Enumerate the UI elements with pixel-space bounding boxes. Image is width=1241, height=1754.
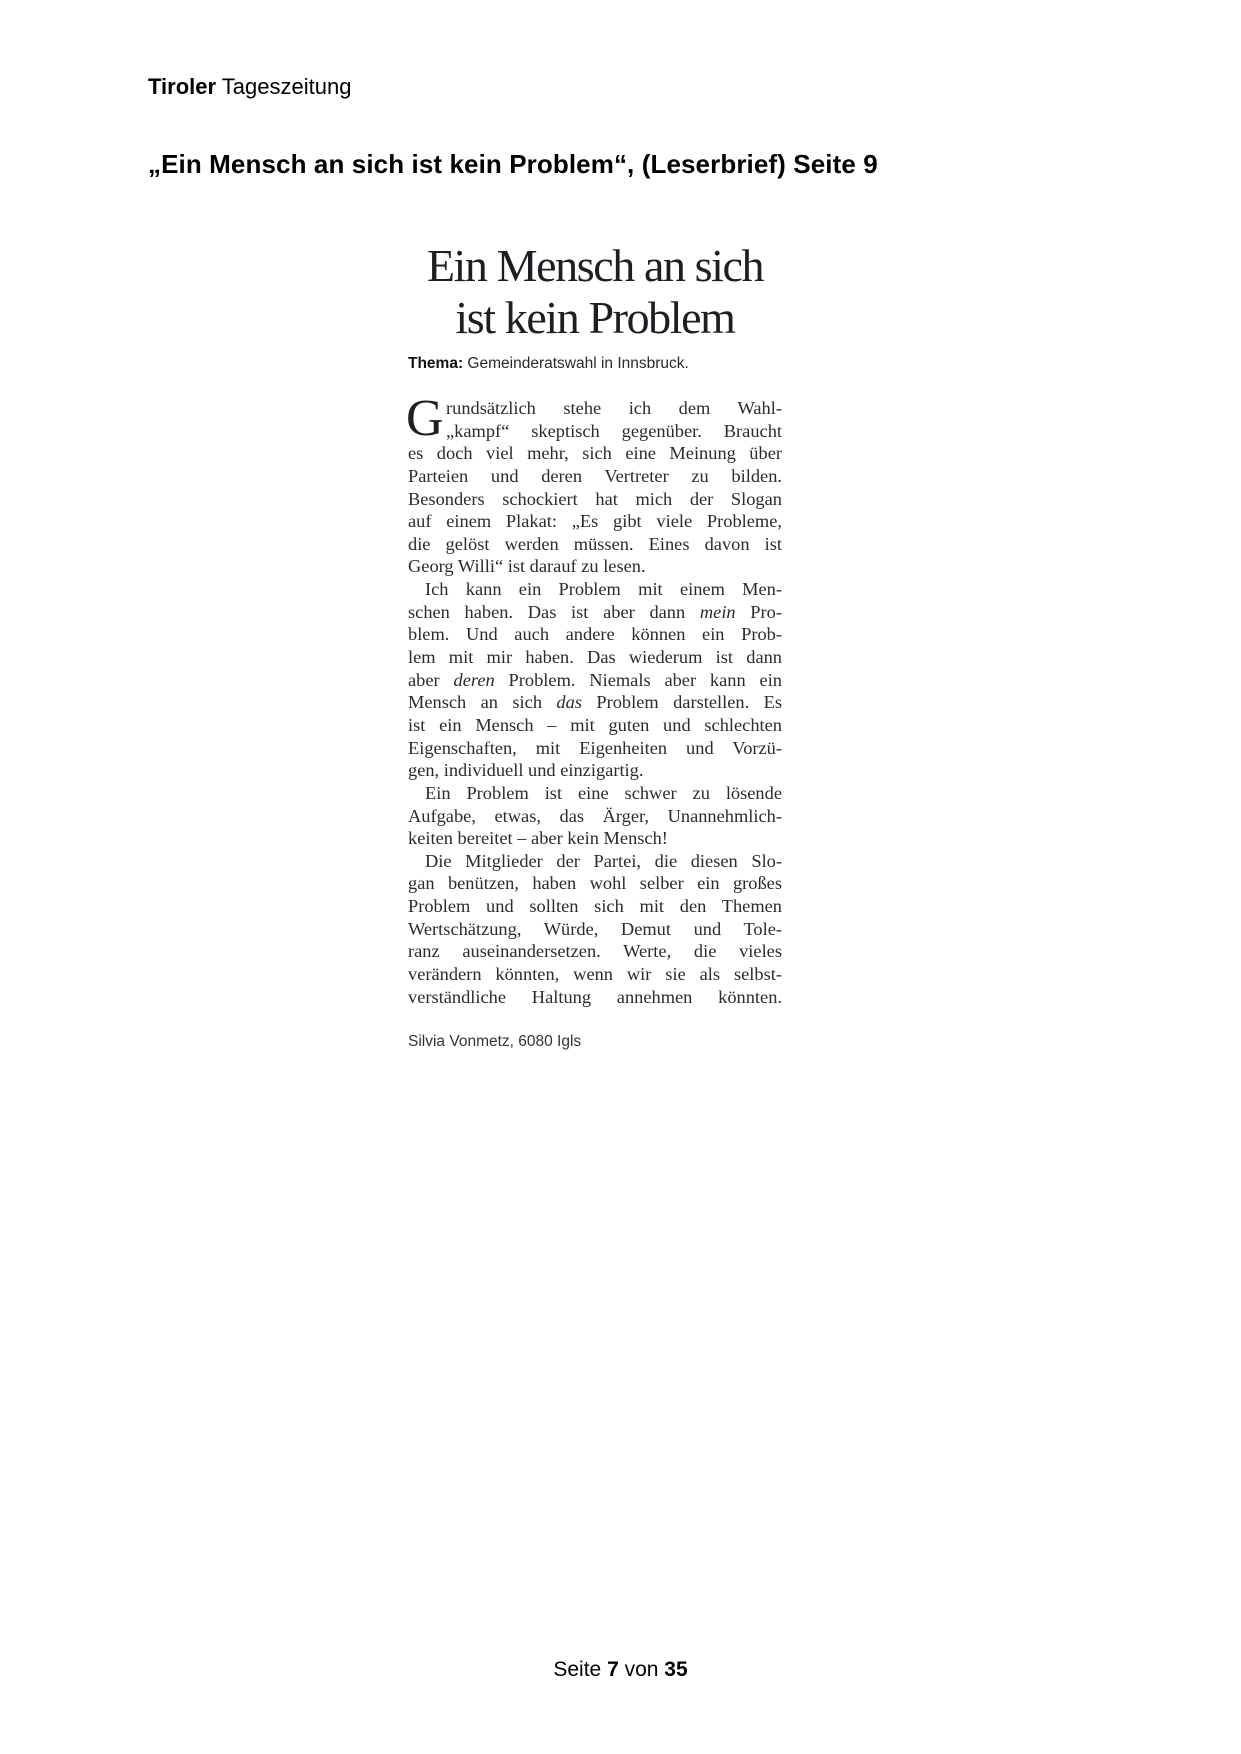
article-title [408, 240, 782, 344]
paragraph-2 [408, 578, 782, 782]
body-line: keiten bereitet – aber kein Mensch! [408, 828, 668, 849]
paragraph-3 [408, 782, 782, 850]
body-line: Problem und sollten sich mit den Themen [408, 896, 782, 917]
text-run: Mensch an sich [408, 692, 557, 713]
body-line: Wertschätzung, Würde, Demut und Tole- [408, 918, 782, 939]
body-line: „kampf“ skeptisch gegenüber. Braucht [446, 420, 782, 441]
body-line: verändern könnten, wenn wir sie als selbst- [408, 964, 782, 985]
emphasis-deren: deren [453, 669, 495, 690]
paragraph-1 [406, 390, 782, 578]
body-line: es doch viel mehr, sich eine Meinung über [408, 443, 782, 464]
body-line: verständliche Haltung annehmen könnten. [408, 986, 782, 1007]
body-line: Parteien und deren Vertreter zu bilden. [408, 465, 782, 486]
body-line [408, 691, 782, 714]
text-run: Problem. Niemals aber kann ein [494, 669, 782, 690]
source-name-bold: Tiroler [148, 74, 217, 99]
article-topic [408, 354, 782, 374]
emphasis-das: das [556, 692, 582, 713]
body-line: Aufgabe, etwas, das Ärger, Unannehmlich- [408, 805, 782, 826]
body-line: auf einem Plakat: „Es gibt viele Probleme, [408, 511, 782, 532]
body-line [408, 601, 782, 624]
footer-prefix: Seite [553, 1658, 608, 1681]
body-line: gen, individuell und einzigartig. [408, 760, 644, 781]
page-footer [0, 1657, 1241, 1683]
body-line: Ein Problem ist eine schwer zu lösende [425, 782, 782, 803]
article-title-line-2: ist kein Problem [455, 292, 735, 343]
article-title-line-1: Ein Mensch an sich [426, 240, 764, 291]
body-line [408, 669, 782, 692]
drop-cap: G [406, 390, 444, 447]
body-line: Eigenschaften, mit Eigenheiten und Vorzü- [408, 737, 782, 758]
body-line: blem. Und auch andere können ein Prob- [408, 624, 782, 645]
text-run: schen haben. Das ist aber dann [408, 601, 700, 622]
current-page-number: 7 [607, 1658, 619, 1681]
article-body [406, 390, 782, 1008]
body-line: lem mit mir haben. Das wiederum ist dann [408, 647, 782, 668]
paragraph-4 [408, 850, 782, 1008]
body-line: ist ein Mensch – mit guten und schlechten [408, 714, 782, 735]
topic-label: Thema: [408, 355, 464, 372]
body-line: ranz auseinandersetzen. Werte, die vieles [408, 941, 782, 962]
source-name-regular: Tageszeitung [216, 74, 352, 99]
newspaper-source [148, 74, 351, 100]
body-line: Ich kann ein Problem mit einem Men- [425, 579, 782, 600]
footer-middle: von [618, 1658, 665, 1681]
topic-text: Gemeinderatswahl in Innsbruck. [463, 355, 689, 372]
body-line: Georg Willi“ ist darauf zu lesen. [408, 556, 646, 577]
body-line: die gelöst werden müssen. Eines davon ist [408, 533, 782, 554]
body-line: Besonders schockiert hat mich der Slogan [408, 488, 782, 509]
body-line: rundsätzlich stehe ich dem Wahl- [446, 398, 782, 418]
document-heading: „Ein Mensch an sich ist kein Problem“, (Leserbrief) Seite 9 [148, 149, 878, 179]
body-line: Die Mitglieder der Partei, die diesen Slo- [425, 850, 782, 871]
text-run: Problem darstellen. Es [581, 692, 782, 713]
body-line: gan benützen, haben wohl selber ein großes [408, 873, 782, 894]
emphasis-mein: mein [699, 601, 736, 622]
newspaper-clipping [408, 240, 782, 1052]
text-run: aber [408, 669, 454, 690]
article-author: Silvia Vonmetz, 6080 Igls [408, 1033, 582, 1051]
total-page-count: 35 [664, 1658, 688, 1681]
text-run: Pro- [735, 601, 782, 622]
